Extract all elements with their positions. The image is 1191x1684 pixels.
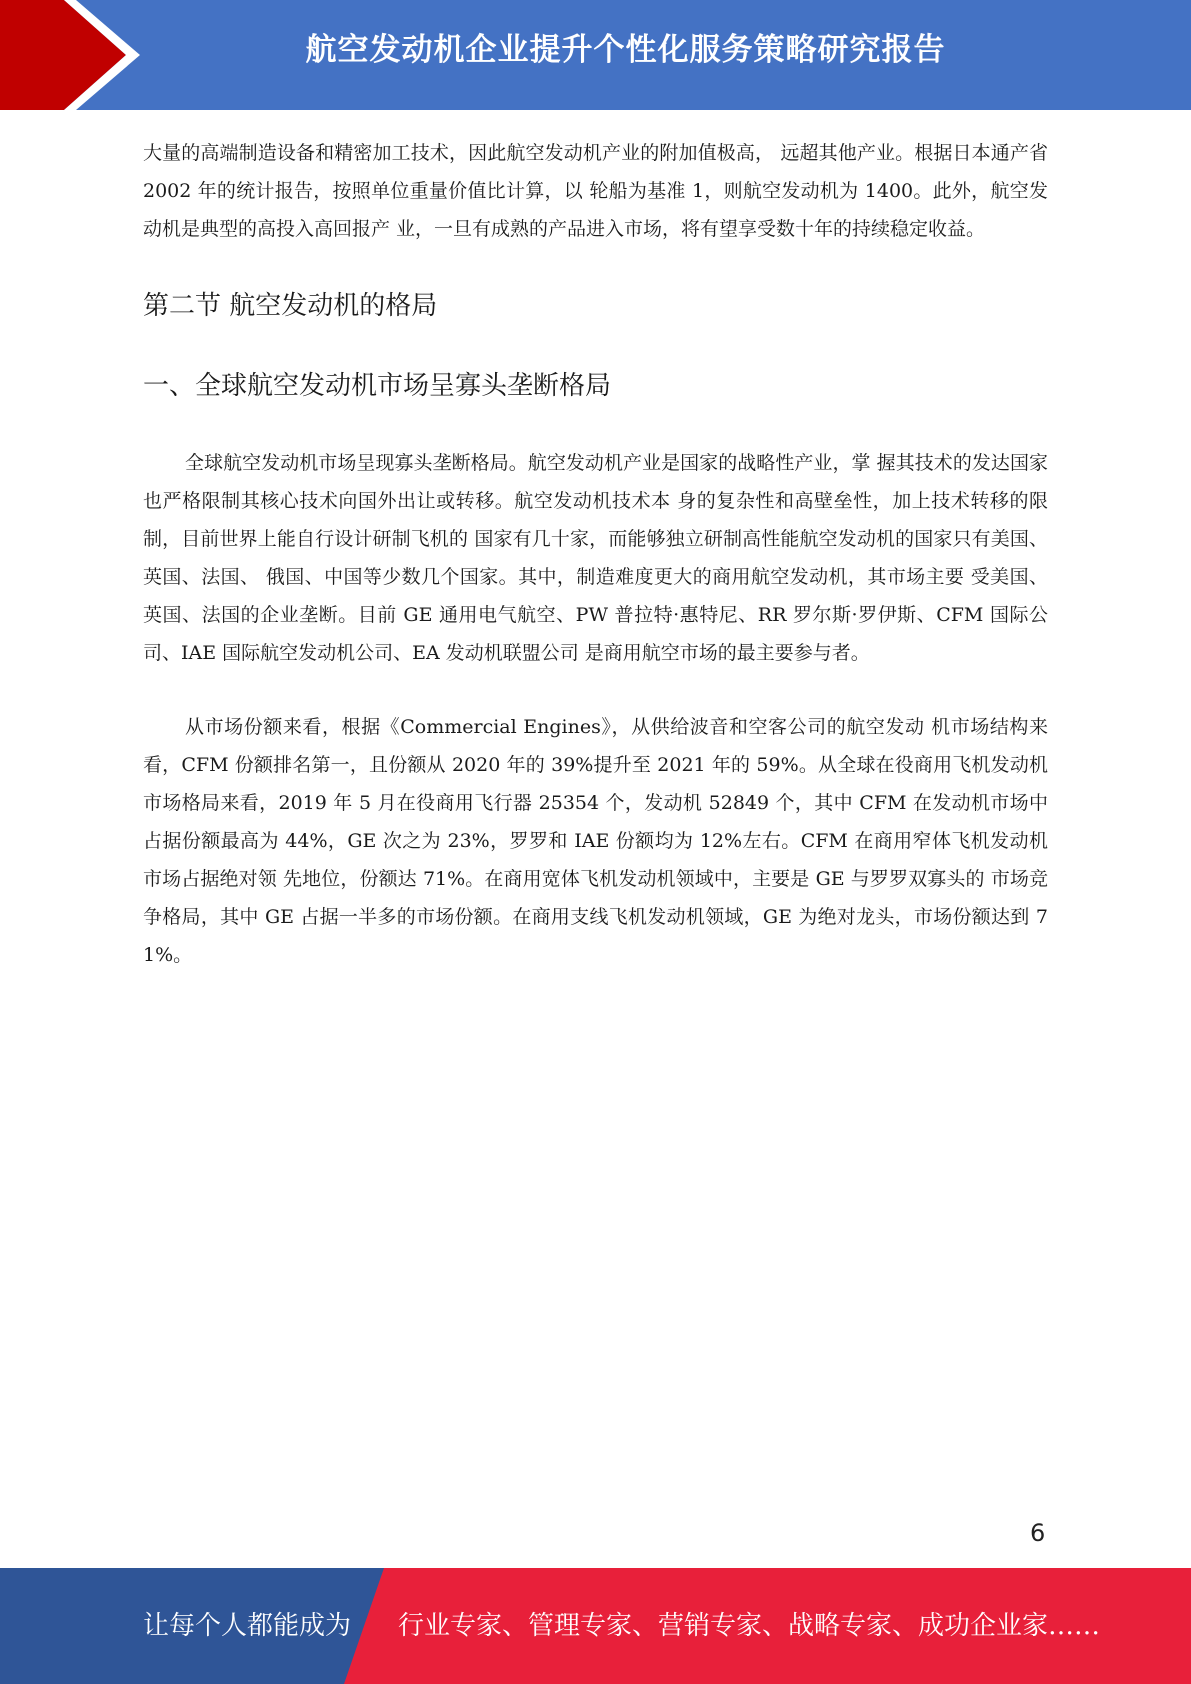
document-title: 航空发动机企业提升个性化服务策略研究报告	[305, 32, 946, 68]
footer-banner	[0, 1568, 1191, 1684]
page-number: 6	[1030, 1519, 1046, 1547]
market-share-paragraph: 从市场份额来看，根据《Commercial Engines》，从供给波音和空客公司的航空发动 机市场结构来看，CFM 份额排名第一，且份额从 2020 年的 39%提升至 2021 年的 59%。从全球在役商用飞机发动机市场格局来看，2019 年 5 月在役商用飞行器 25354 个，发动机 52849 个，其中 CFM 在发动机市场中占据份额最高为 44%，GE 次之为 23%，罗罗和 IAE 份额均为 12%左右。CFM 在商用窄体飞机发动机市场占据绝对领 先地位，份额达 71%。在商用宽体飞机发动机领域中，主要是 GE 与罗罗双寡头的 市场竞争格局，其中 GE 占据一半多的市场份额。在商用支线飞机发动机领域，GE 为绝对龙头，市场份额达到 71%。	[143, 716, 1048, 966]
page-content	[143, 134, 1048, 974]
header-banner	[0, 0, 1191, 110]
footer-slogan-left: 让每个人都能成为	[143, 1611, 352, 1641]
header-arrow-graphic	[0, 0, 160, 110]
market-structure-paragraph: 全球航空发动机市场呈现寡头垄断格局。航空发动机产业是国家的战略性产业，掌 握其技术的发达国家也严格限制其核心技术向国外出让或转移。航空发动机技术本 身的复杂性和高壁垒性，加上技术转移的限制，目前世界上能自行设计研制飞机的 国家有几十家，而能够独立研制高性能航空发动机的国家只有美国、英国、法国、 俄国、中国等少数几个国家。其中，制造难度更大的商用航空发动机，其市场主要 受美国、英国、法国的企业垄断。目前 GE 通用电气航空、PW 普拉特·惠特尼、RR 罗尔斯·罗伊斯、CFM 国际公司、IAE 国际航空发动机公司、EA 发动机联盟公司 是商用航空市场的最主要参与者。	[143, 452, 1048, 664]
intro-paragraph: 大量的高端制造设备和精密加工技术，因此航空发动机产业的附加值极高， 远超其他产业。根据日本通产省 2002 年的统计报告，按照单位重量价值比计算，以 轮船为基准 1，则航空发动机为 1400。此外，航空发动机是典型的高投入高回报产 业，一旦有成熟的产品进入市场，将有望享受数十年的持续稳定收益。	[143, 142, 1048, 240]
header-red-chevron	[0, 0, 126, 110]
subsection-heading: 一、全球航空发动机市场呈寡头垄断格局	[143, 371, 612, 401]
footer-slogan-right: 行业专家、管理专家、营销专家、战略专家、成功企业家……	[398, 1611, 1101, 1641]
section-heading: 第二节 航空发动机的格局	[143, 291, 438, 321]
